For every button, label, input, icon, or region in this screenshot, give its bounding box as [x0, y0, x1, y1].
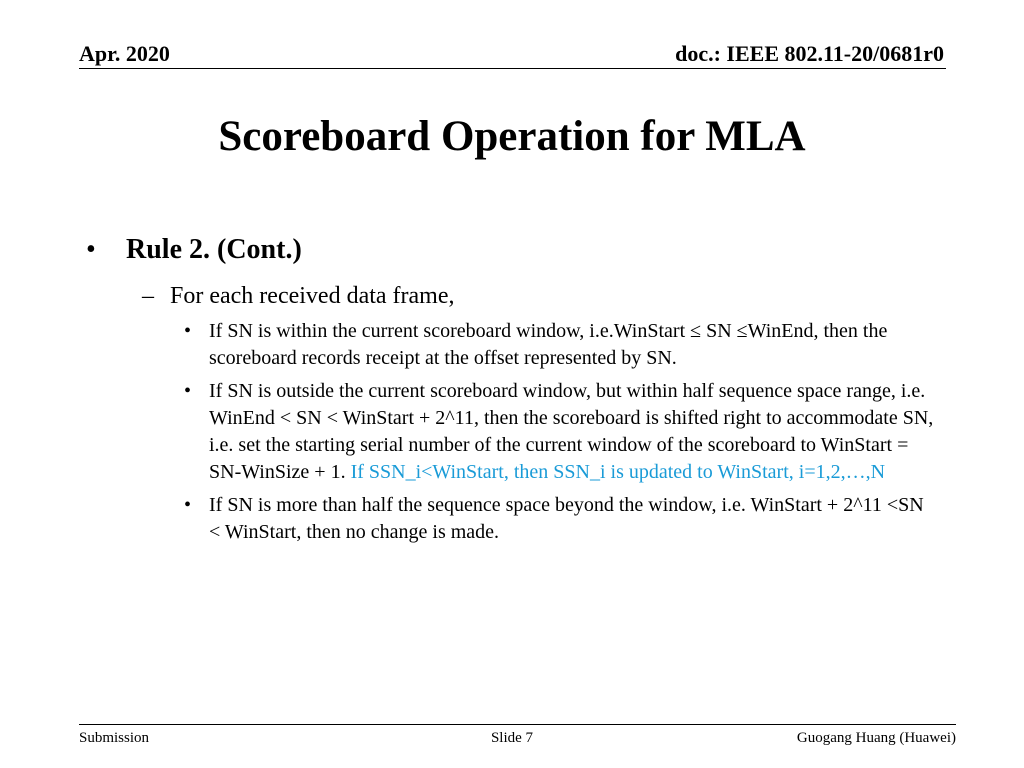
- detail-item-2: [0, 378, 937, 486]
- footer-submission: Submission: [79, 730, 150, 746]
- header-date: Apr. 2020: [79, 41, 170, 66]
- dash-marker: –: [142, 283, 154, 309]
- detail-item-1: [0, 318, 937, 372]
- footer-divider: [79, 724, 956, 725]
- footer-slide-number: Slide 7: [490, 730, 534, 746]
- header-divider: [79, 68, 946, 69]
- slide-title: Scoreboard Operation for MLA: [218, 113, 806, 160]
- bullet-marker: •: [86, 234, 96, 265]
- bullet-marker: •: [184, 494, 192, 516]
- detail-item-text: If SN is within the current scoreboard window, i.e.WinStart ≤ SN ≤WinEnd, then the scoreboard records receipt at the offset represented by SN.: [209, 320, 888, 369]
- header-doc-number: doc.: IEEE 802.11-20/0681r0: [675, 41, 944, 66]
- detail-item-text: If SN is outside the current scoreboard window, but within half sequence space range, i.e. WinEnd < SN < WinStart + 2^11, then the scoreboard is shifted right to accommodate SN, i.e. set the starting serial number of the current window of the scoreboard to WinStart = SN-WinSize + 1.: [209, 380, 934, 483]
- bullet-marker: •: [184, 320, 192, 342]
- detail-item-text: If SN is more than half the sequence space beyond the window, i.e. WinStart + 2^11 <SN < WinStart, then no change is made.: [209, 494, 924, 543]
- bullet-rule-text: Rule 2. (Cont.): [126, 234, 302, 265]
- bullet-rule: [0, 230, 1024, 270]
- footer-author: Guogang Huang (Huawei): [796, 730, 956, 746]
- detail-item-3: [0, 492, 937, 546]
- bullet-marker: •: [184, 380, 192, 402]
- slide-body: [0, 230, 1024, 546]
- detail-item-highlight: If SSN_i<WinStart, then SSN_i is updated to WinStart, i=1,2,…,N: [350, 461, 886, 483]
- sub-bullet-text: For each received data frame,: [170, 283, 455, 309]
- sub-bullet: [0, 280, 1024, 312]
